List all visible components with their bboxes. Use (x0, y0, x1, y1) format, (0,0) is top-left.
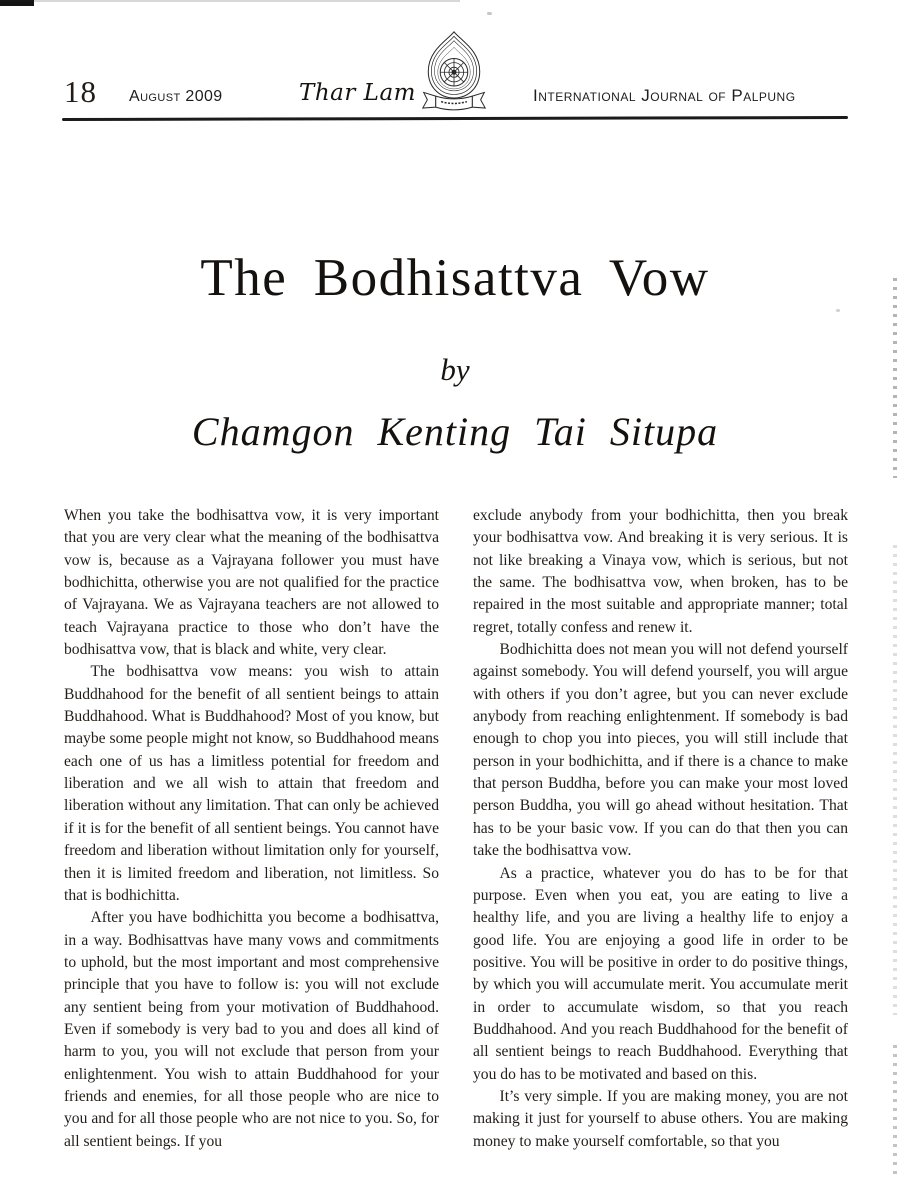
article-title: The Bodhisattva Vow (200, 249, 710, 307)
paragraph: Bodhichitta does not mean you will not defend yourself against somebody. You will defend yourself, you will argue with others if you don’t agree, but you can never exclude anybody from reaching enlightenment. If somebody is bad enough to chop you into pieces, you will still include that person in your bodhichitta, and if there is a chance to make that person Buddha, before you can make your most loved person Buddha, you will go ahead without hesitation. That has to be your basic vow. If you can do that then you can take the bodhisattva vow. (473, 641, 848, 860)
scan-speck (836, 309, 840, 312)
scan-margin-artifact (893, 545, 897, 1015)
journal-subtitle: International Journal of Palpung (533, 86, 796, 105)
palpung-crest-logo (408, 30, 500, 120)
scan-margin-artifact (893, 1045, 897, 1180)
paragraph: As a practice, whatever you do has to be for that purpose. Even when you eat, you are eating to live a healthy life, and you are living a healthy life to enjoy a good life. You are enjoying a good life in order to be positive. You will be positive in order to do positive things, by which you will accumulate merit. You accumulate merit in order to accumulate wisdom, so that you reach Buddhahood. And you reach Buddhahood for the benefit of all sentient beings to reach Buddhahood. Everything that you do has to be motivated and based on this. (473, 864, 848, 1083)
right-column (473, 505, 848, 1177)
article-body (64, 505, 848, 1177)
paragraph: The bodhisattva vow means: you wish to attain Buddhahood for the benefit of all sentient beings to attain Buddhahood. What is Buddhahood? Most of you know, but maybe some people might not know, so Buddhahood means each one of us has a limitless potential for freedom and liberation and we all wish to attain that freedom and liberation without any limitation. That can only be achieved if it is for the benefit of all sentient beings. You cannot have freedom and liberation without limitation only for yourself, then it is limited freedom and liberation, not limitless. So that is bodhichitta. (64, 663, 439, 904)
journal-name: Thar Lam (299, 80, 416, 106)
masthead (0, 0, 910, 125)
paragraph: It’s very simple. If you are making money, you are not making it just for yourself to abuse others. You are making money to make yourself comfortable, so that you (473, 1087, 848, 1150)
left-column (64, 505, 439, 1177)
paragraph: After you have bodhichitta you become a bodhisattva, in a way. Bodhisattvas have many vows and commitments to uphold, but the most important and most comprehensive principle that you have to follow is: you will not exclude any sentient being from your motivation of Buddhahood. Even if somebody is very bad to you and does all kind of harm to you, you will not exclude that person from your enlightenment. You wish to attain Buddhahood for your friends and enemies, for all those people who are nice to you and for all those people who are not nice to you. So, for all sentient beings. If you (64, 909, 439, 1150)
paragraph: exclude anybody from your bodhichitta, then you break your bodhisattva vow. And breaking it is very serious. It is not like breaking a Vinaya vow, which is serious, but not the same. The bodhisattva vow, when broken, has to be repaired in the most suitable and appropriate manner; total regret, totally confess and renew it. (473, 507, 848, 636)
article-author: Chamgon Kenting Tai Situpa (191, 409, 719, 454)
paragraph: When you take the bodhisattva vow, it is very important that you are very clear what the meaning of the bodhisattva vow is, because as a Vajrayana follower you must have bodhichitta, otherwise you are not qualified for the practice of Vajrayana. We as Vajrayana teachers are not allowed to teach Vajrayana practice to those who don’t have the bodhisattva vow, that is black and white, very clear. (64, 507, 439, 659)
issue-date: August 2009 (129, 88, 223, 105)
byline-prefix: by (440, 352, 470, 387)
page-number: 18 (64, 74, 97, 109)
